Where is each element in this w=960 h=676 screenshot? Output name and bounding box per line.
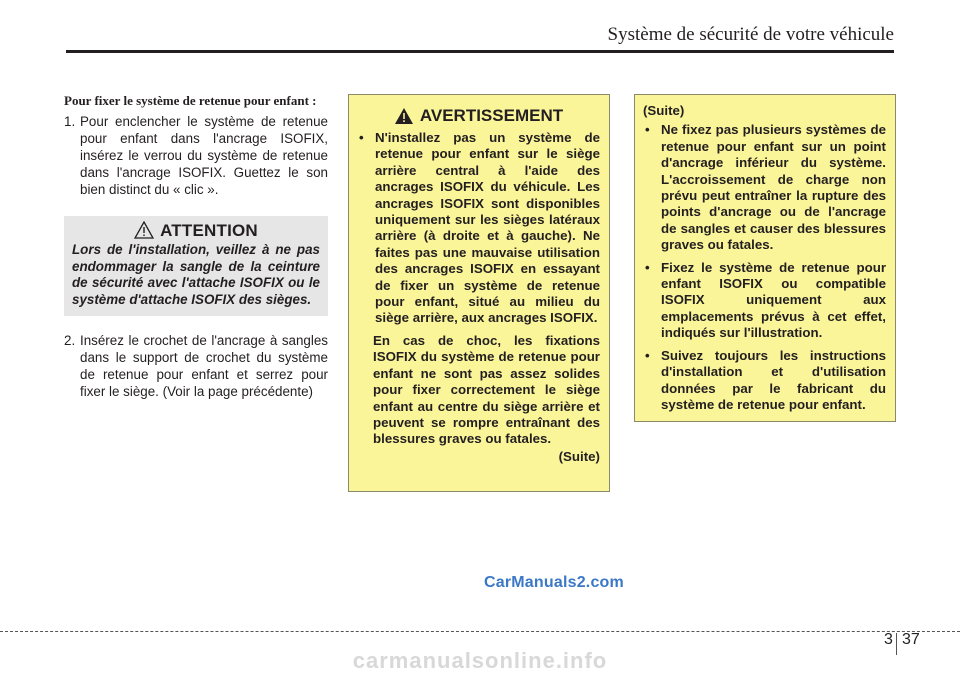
step-1-text: Pour enclencher le système de retenue pour enfant dans l'ancrage ISOFIX, insérez le verrou du système de retenue dans l'ancrage ISOFIX. Guettez le son bien distinct du « clic ».: [80, 114, 328, 197]
step-2-text: Insérez le crochet de l'ancrage à sangles dans le support de crochet du système de retenue pour enfant et serrez pour fixer le siège. (Voir la page précédente): [80, 333, 328, 399]
warning-continued-box: [634, 94, 896, 422]
step-2-number: 2.: [64, 333, 76, 348]
bullet-icon: •: [359, 130, 364, 145]
step-1-number: 1.: [64, 114, 76, 129]
watermark-link[interactable]: CarManuals2.com: [484, 574, 624, 591]
continued-label: (Suite): [558, 448, 600, 464]
attention-text: Lors de l'installation, veillez à ne pas endommager la sangle de la ceinture de sécurité avec l'attache ISOFIX ou le système d'attache ISOFIX des sièges.: [72, 242, 320, 307]
warning-bullet: [357, 130, 600, 327]
left-column: [64, 93, 328, 400]
warning-bullet: [643, 122, 886, 253]
warning-triangle-icon: [394, 107, 414, 125]
warning-paragraph: En cas de choc, les fixations ISOFIX du système de retenue pour enfant ne sont pas assez solides pour fixer correctement le siège enfant au centre du siège arrière et peuvent se rompre entraînant des blessures graves ou fatales.: [373, 332, 600, 447]
warning-bullet: [643, 260, 886, 342]
warning-bullet: [643, 348, 886, 414]
footer-divider: [0, 631, 960, 632]
warning-bullet-text: Suivez toujours les instructions d'installation et d'utilisation données par le fabricant du système de retenue pour enfant.: [661, 347, 886, 412]
warning-header: [357, 107, 600, 125]
warning-title: AVERTISSEMENT: [419, 105, 564, 125]
attention-box: [64, 216, 328, 316]
footer-watermark: carmanualsonline.info: [352, 648, 608, 673]
bullet-icon: •: [645, 259, 650, 275]
caution-triangle-icon: [134, 221, 154, 239]
warning-bullet-text: Fixez le système de retenue pour enfant ISOFIX ou compatible ISOFIX uniquement aux emplacements prévus à cet effet, indiqués sur l'illustration.: [661, 259, 886, 341]
section-intro: Pour fixer le système de retenue pour enfant :: [64, 93, 317, 108]
header-rule: [66, 50, 894, 53]
running-header: Système de sécurité de votre véhicule: [607, 24, 894, 45]
bullet-icon: •: [645, 122, 650, 138]
step-1: [64, 113, 328, 198]
warning-box: [348, 94, 610, 492]
warning-bullet-text: Ne fixez pas plusieurs systèmes de retenue pour enfant sur un point d'ancrage inférieur du système. L'accroissement de charge non prévu peut entraîner la rupture des points d'ancrage ou de l'ancrage de sangles et causer des blessures graves ou fatales.: [661, 122, 886, 253]
attention-header: [72, 221, 320, 239]
step-2: [64, 332, 328, 400]
bullet-icon: •: [645, 347, 650, 363]
page-number: 37: [902, 631, 920, 648]
warning-bullet-text: N'installez pas un système de retenue pour enfant sur le siège arrière central à l'aide des ancrages ISOFIX du véhicule. Les ancrages ISOFIX sont disponibles uniquement sur les sièges latéraux arrière (à droite et à gauche). Ne faites pas une mauvaise utilisation des ancrages ISOFIX en essayant de fixer un système de retenue pour enfant, situé au milieu du siège arrière, aux ancrages ISOFIX.: [375, 130, 600, 326]
continued-header: (Suite): [643, 103, 685, 118]
chapter-number: 3: [884, 631, 893, 648]
attention-title: ATTENTION: [160, 220, 258, 240]
